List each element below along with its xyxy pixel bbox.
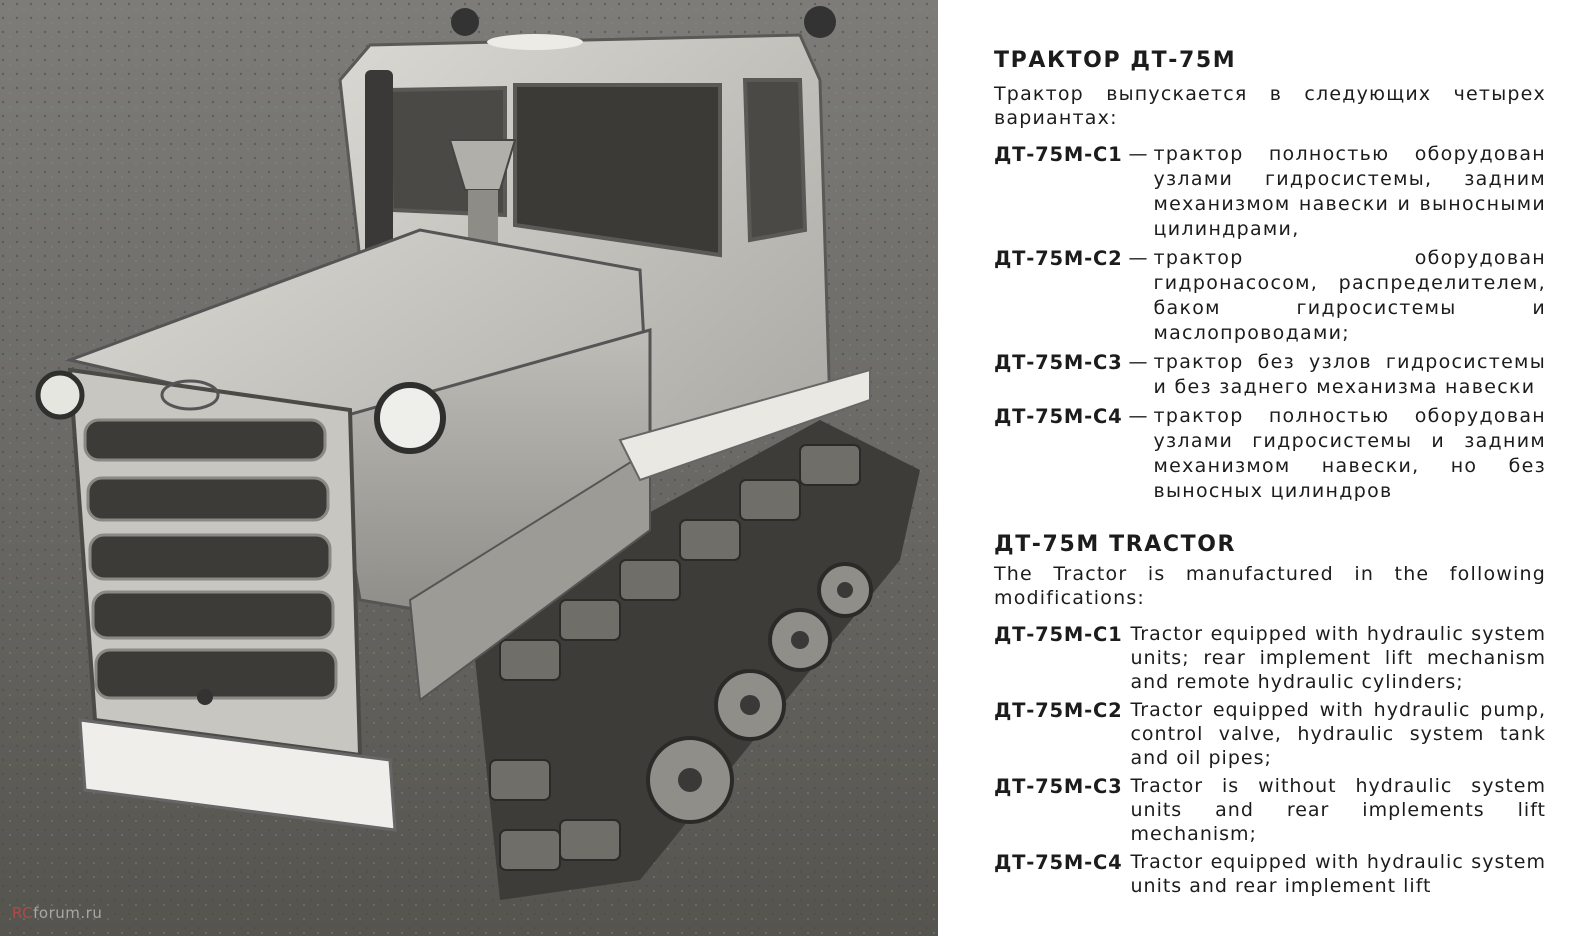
variant-item — [994, 142, 1546, 242]
russian-title: ТРАКТОР ДТ-75М — [994, 48, 1237, 73]
variant-code: ДТ-75М-С4 — [994, 405, 1123, 428]
english-title: ДТ-75М TRACTOR — [994, 532, 1237, 557]
variant-description: трактор без узлов гидросистемы и без заднего механизма навески — [1153, 351, 1546, 398]
modification-code: ДТ-75М-С1 — [994, 623, 1123, 646]
dash: — — [1128, 351, 1148, 373]
modification-item — [994, 622, 1546, 694]
modification-description: Tractor equipped with hydraulic system units; rear implement lift mechanism and remote hydraulic cylinders; — [1130, 623, 1546, 693]
variant-item — [994, 404, 1546, 504]
variant-code: ДТ-75М-С2 — [994, 247, 1123, 270]
spec-text — [994, 46, 1546, 902]
english-intro: The Tractor is manufactured in the following modifications: — [994, 563, 1546, 609]
modification-item — [994, 698, 1546, 770]
variant-description: трактор полностью оборудован узлами гидросистемы, задним механизмом навески и выносными цилиндрами, — [1153, 143, 1546, 240]
english-section — [994, 530, 1546, 898]
variant-code: ДТ-75М-С3 — [994, 351, 1123, 374]
russian-section — [994, 46, 1546, 504]
modification-code: ДТ-75М-С4 — [994, 851, 1123, 874]
dash: — — [1128, 143, 1148, 165]
modification-item — [994, 774, 1546, 846]
variant-description: трактор оборудован гидронасосом, распределителем, баком гидросистемы и маслопроводами; — [1153, 247, 1546, 344]
variant-description: трактор полностью оборудован узлами гидросистемы и задним механизмом навески, но без выносных цилиндров — [1153, 405, 1546, 502]
watermark: RCforum.ru — [12, 904, 103, 922]
modification-item — [994, 850, 1546, 898]
variant-item — [994, 350, 1546, 400]
modification-code: ДТ-75М-С2 — [994, 699, 1123, 722]
modification-code: ДТ-75М-С3 — [994, 775, 1123, 798]
dash: — — [1128, 405, 1148, 427]
russian-intro: Трактор выпускается в следующих четырех вариантах: — [994, 83, 1546, 129]
modification-description: Tractor equipped with hydraulic system units and rear implement lift — [1130, 851, 1546, 897]
modification-description: Tractor is without hydraulic system units and rear implements lift mechanism; — [1130, 775, 1546, 845]
modification-description: Tractor equipped with hydraulic pump, control valve, hydraulic system tank and oil pipes; — [1130, 699, 1546, 769]
variant-code: ДТ-75М-С1 — [994, 143, 1123, 166]
dash: — — [1128, 247, 1148, 269]
variant-item — [994, 246, 1546, 346]
